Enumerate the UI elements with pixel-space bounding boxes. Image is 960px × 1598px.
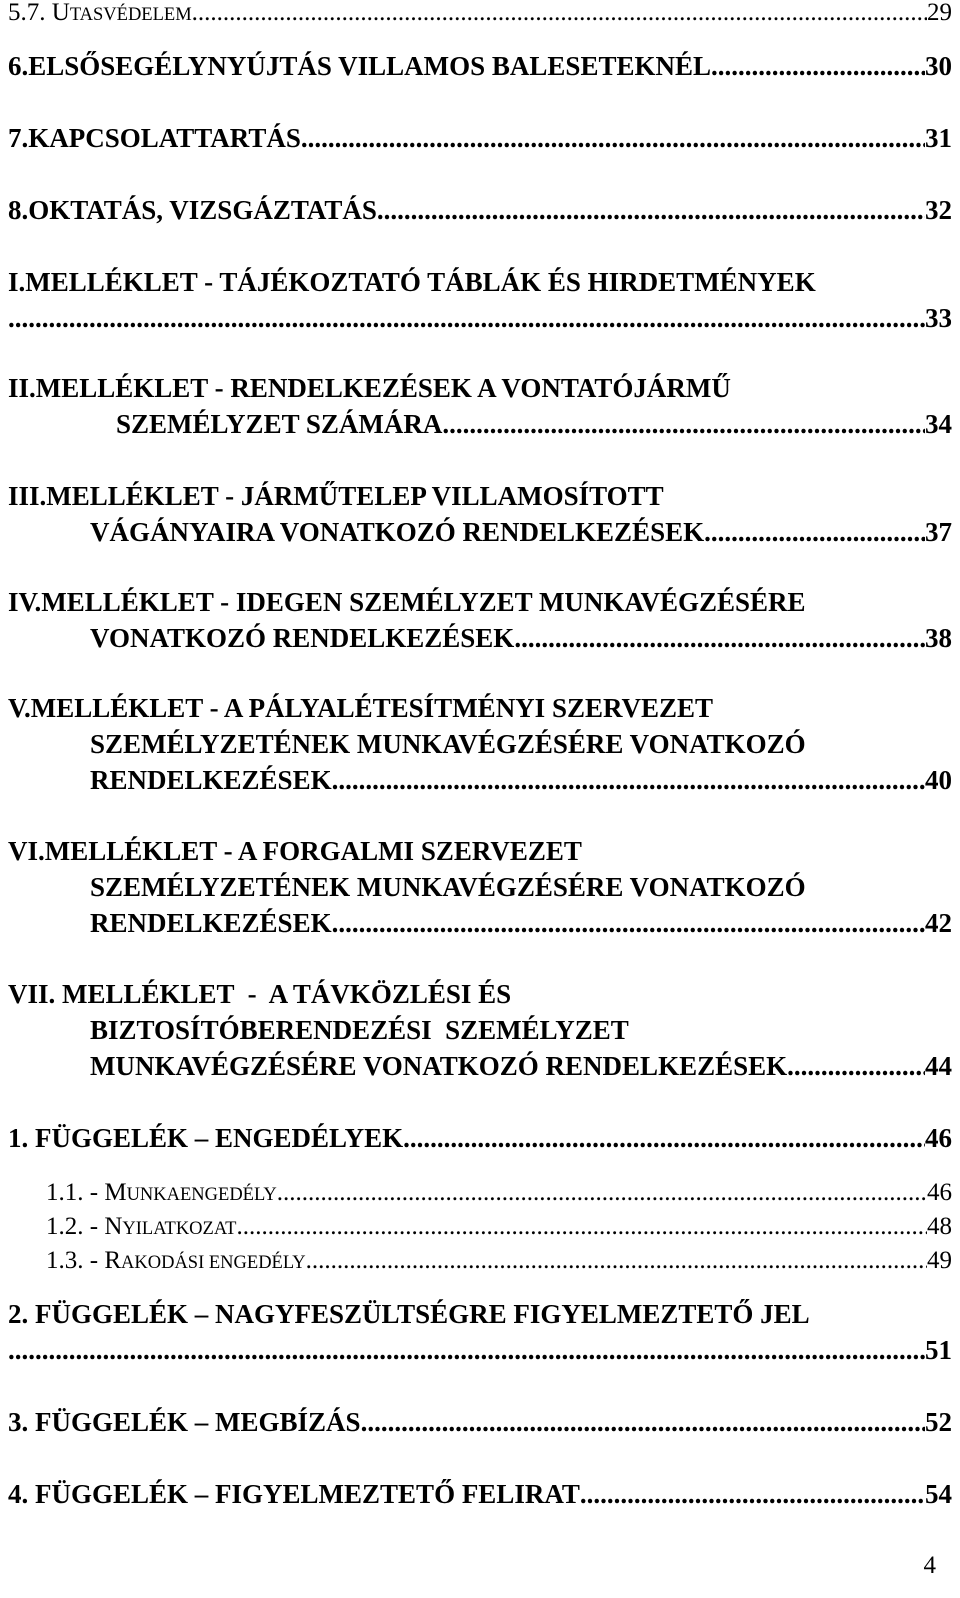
page-ref: 37 bbox=[925, 517, 952, 547]
dot-leader bbox=[332, 905, 925, 941]
page-ref: 49 bbox=[927, 1247, 952, 1274]
toc-entry-7: 7.KAPCSOLATTARTÁS ..... 31 bbox=[8, 120, 952, 156]
toc-entry-annex-7: VII. MELLÉKLET - A TÁVKÖZLÉSI ÉS BIZTOSÍTÓBERENDEZÉSI SZEMÉLYZET MUNKAVÉGZÉSÉRE VONATKOZÓ RENDELKEZÉSEK ..... 44 bbox=[8, 976, 952, 1084]
dot-leader bbox=[377, 192, 925, 228]
page-ref: 42 bbox=[925, 908, 952, 938]
toc-entry-annex-2: II.MELLÉKLET - RENDELKEZÉSEK A VONTATÓJÁRMŰ SZEMÉLYZET SZÁMÁRA ..... 34 bbox=[8, 370, 952, 442]
dot-leader bbox=[8, 300, 925, 336]
toc-entry-annex-5: V.MELLÉKLET - A PÁLYALÉTESÍTMÉNYI SZERVEZET SZEMÉLYZETÉNEK MUNKAVÉGZÉSÉRE VONATKOZÓ RENDELKEZÉSEK ..... 40 bbox=[8, 690, 952, 798]
toc-entry-1-2: 1.2. - NYILATKOZAT ..... 48 bbox=[8, 1210, 952, 1244]
dot-leader bbox=[306, 1244, 927, 1278]
toc-entry-annex-3: III.MELLÉKLET - JÁRMŰTELEP VILLAMOSÍTOTT VÁGÁNYAIRA VONATKOZÓ RENDELKEZÉSEK ..... 37 bbox=[8, 478, 952, 550]
dot-leader bbox=[442, 406, 925, 442]
dot-leader bbox=[787, 1048, 925, 1084]
toc-entry-appendix-1: 1. FÜGGELÉK – ENGEDÉLYEK ..... 46 bbox=[8, 1120, 952, 1156]
toc-entry-5-7: 5.7. UTASVÉDELEM ..... 29 bbox=[8, 0, 952, 30]
dot-leader bbox=[580, 1476, 925, 1512]
dot-leader bbox=[711, 48, 925, 84]
page-ref: 32 bbox=[925, 195, 952, 225]
dot-leader bbox=[236, 1210, 927, 1244]
toc-entry-1-1: 1.1. - MUNKAENGEDÉLY ..... 46 bbox=[8, 1176, 952, 1210]
page-ref: 40 bbox=[925, 765, 952, 795]
page-ref: 31 bbox=[925, 123, 952, 153]
page-ref: 34 bbox=[925, 409, 952, 439]
dot-leader bbox=[8, 1332, 925, 1368]
dot-leader bbox=[277, 1176, 927, 1210]
toc-entry-appendix-3: 3. FÜGGELÉK – MEGBÍZÁS ..... 52 bbox=[8, 1404, 952, 1440]
toc-entry-1-3: 1.3. - RAKODÁSI ENGEDÉLY ..... 49 bbox=[8, 1244, 952, 1278]
page-ref: 46 bbox=[927, 1179, 952, 1206]
toc-entry-appendix-2: 2. FÜGGELÉK – NAGYFESZÜLTSÉGRE FIGYELMEZTETŐ JEL ..... 51 bbox=[8, 1296, 952, 1368]
dot-leader bbox=[192, 0, 927, 30]
page-ref: 30 bbox=[925, 51, 952, 81]
page-ref: 38 bbox=[925, 623, 952, 653]
toc-entry-annex-6: VI.MELLÉKLET - A FORGALMI SZERVEZET SZEMÉLYZETÉNEK MUNKAVÉGZÉSÉRE VONATKOZÓ RENDELKEZÉSEK ..... 42 bbox=[8, 833, 952, 941]
page-number: 4 bbox=[923, 1552, 936, 1579]
page-ref: 51 bbox=[925, 1335, 952, 1365]
toc-entry-6: 6.ELSŐSEGÉLYNYÚJTÁS VILLAMOS BALESETEKNÉL ..... 30 bbox=[8, 48, 952, 84]
page-ref: 29 bbox=[927, 0, 952, 26]
page-ref: 52 bbox=[925, 1407, 952, 1437]
dot-leader bbox=[403, 1120, 925, 1156]
page-ref: 46 bbox=[925, 1123, 952, 1153]
dot-leader bbox=[361, 1404, 925, 1440]
dot-leader bbox=[704, 514, 925, 550]
dot-leader bbox=[301, 120, 925, 156]
toc-entry-appendix-4: 4. FÜGGELÉK – FIGYELMEZTETŐ FELIRAT ..... 54 bbox=[8, 1476, 952, 1512]
page-ref: 44 bbox=[925, 1051, 952, 1081]
toc-entry-annex-4: IV.MELLÉKLET - IDEGEN SZEMÉLYZET MUNKAVÉGZÉSÉRE VONATKOZÓ RENDELKEZÉSEK ..... 38 bbox=[8, 584, 952, 656]
page-ref: 33 bbox=[925, 303, 952, 333]
dot-leader bbox=[514, 620, 925, 656]
toc-entry-8: 8.OKTATÁS, VIZSGÁZTATÁS ..... 32 bbox=[8, 192, 952, 228]
page-ref: 54 bbox=[925, 1479, 952, 1509]
dot-leader bbox=[332, 762, 925, 798]
toc-entry-annex-1: I.MELLÉKLET - TÁJÉKOZTATÓ TÁBLÁK ÉS HIRDETMÉNYEK ..... 33 bbox=[8, 264, 952, 336]
page-ref: 48 bbox=[927, 1213, 952, 1240]
